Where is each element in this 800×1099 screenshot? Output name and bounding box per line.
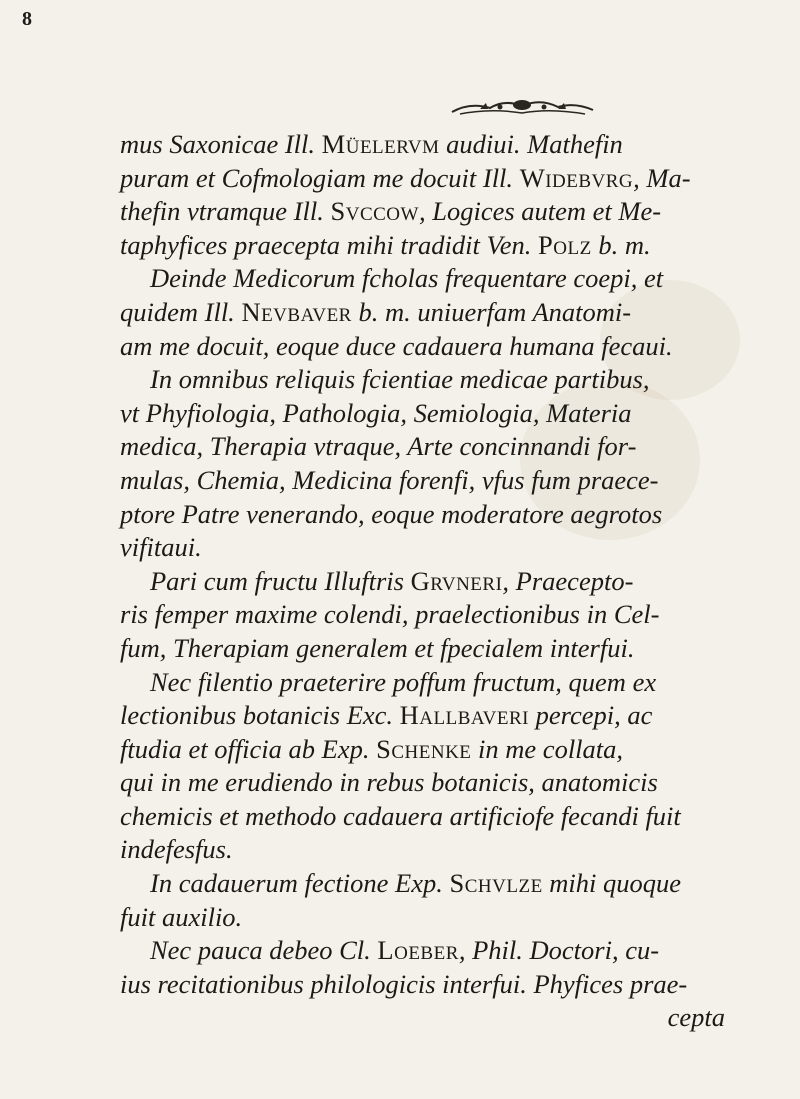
text-span: quidem Ill.	[120, 296, 242, 327]
text-span: b. m. uniuerfam Anatomi-	[351, 296, 632, 327]
text-span: cepta	[667, 1002, 725, 1033]
text-line	[120, 666, 735, 700]
person-name: Grvneri	[410, 565, 503, 596]
text-line	[120, 498, 735, 532]
text-span: , Ma-	[633, 162, 691, 193]
text-span: thefin vtramque Ill.	[120, 196, 331, 227]
text-span: In omnibus reliquis fcientiae medicae partibus,	[150, 364, 650, 395]
text-span: lectionibus botanicis Exc.	[120, 700, 400, 731]
person-name: Schvlze	[449, 868, 543, 899]
text-span: Pari cum fructu Illuftris	[150, 565, 411, 596]
text-line	[120, 598, 735, 632]
person-name: Loeber	[377, 935, 459, 966]
text-span: chemicis et methodo cadauera artificiofe fecandi fuit	[120, 800, 681, 831]
person-name: Widebvrg	[519, 162, 634, 193]
text-line	[120, 128, 735, 162]
text-span: , Praecepto-	[502, 565, 634, 596]
text-span: mihi quoque	[542, 868, 682, 899]
person-name: Hallbaveri	[399, 700, 530, 731]
text-span: ftudia et officia ab Exp.	[120, 733, 377, 764]
text-line	[120, 833, 735, 867]
text-line	[120, 363, 735, 397]
text-span: mus Saxonicae Ill.	[120, 129, 322, 159]
person-name: Nevbaver	[241, 296, 352, 327]
text-line	[120, 565, 735, 599]
text-line	[120, 330, 735, 364]
text-line	[120, 430, 735, 464]
text-span: In cadauerum fectione Exp.	[150, 868, 450, 899]
text-line	[120, 733, 735, 767]
text-span: fuit auxilio.	[120, 901, 243, 932]
text-line	[120, 464, 735, 498]
text-line	[120, 262, 735, 296]
text-span: medica, Therapia vtraque, Arte concinnandi for-	[120, 431, 637, 462]
text-span: vifitaui.	[120, 532, 202, 563]
text-span: taphyfices praecepta mihi tradidit Ven.	[120, 229, 539, 260]
text-line	[120, 1001, 735, 1035]
text-line	[120, 699, 735, 733]
text-line	[120, 632, 735, 666]
text-line	[120, 531, 735, 565]
text-span: percepi, ac	[529, 700, 653, 731]
text-span: , Phil. Doctori, cu-	[458, 935, 660, 966]
text-line	[120, 867, 735, 901]
text-line	[120, 800, 735, 834]
text-line	[120, 162, 735, 196]
person-name: Schenke	[376, 733, 472, 764]
text-span: puram et Cofmologiam me docuit Ill.	[120, 162, 520, 193]
text-line	[120, 397, 735, 431]
text-span: mulas, Chemia, Medicina forenfi, vfus fum praece-	[120, 464, 659, 495]
text-span: in me collata,	[471, 733, 624, 764]
text-span: Deinde Medicorum fcholas frequentare coepi, et	[150, 263, 664, 294]
text-span: indefesfus.	[120, 834, 233, 865]
text-line	[120, 195, 735, 229]
text-span: qui in me erudiendo in rebus botanicis, anatomicis	[120, 767, 658, 798]
text-span: fum, Therapiam generalem et fpecialem interfui.	[120, 632, 635, 663]
text-span: am me docuit, eoque duce cadauera humana fecaui.	[120, 330, 673, 361]
text-line	[120, 296, 735, 330]
text-line	[120, 968, 735, 1002]
text-line	[120, 229, 735, 263]
text-block	[120, 128, 735, 1035]
text-span: Nec pauca debeo Cl.	[150, 935, 378, 966]
text-line	[120, 934, 735, 968]
text-span: b. m.	[591, 229, 651, 260]
text-span: , Logices autem et Me-	[418, 196, 662, 227]
decorative-ornament-icon	[450, 96, 595, 118]
text-line	[120, 766, 735, 800]
person-name: Polz	[538, 229, 592, 260]
text-span: ptore Patre venerando, eoque moderatore aegrotos	[120, 498, 663, 529]
person-name: Müelervm	[321, 129, 440, 159]
page-number: 8	[22, 8, 32, 30]
text-span: ris femper maxime colendi, praelectionibus in Cel-	[120, 599, 660, 630]
text-span: audiui. Mathefin	[439, 129, 623, 159]
text-line	[120, 901, 735, 935]
text-span: vt Phyfiologia, Pathologia, Semiologia, Materia	[120, 397, 632, 428]
person-name: Svccow	[330, 196, 419, 227]
text-span: ius recitationibus philologicis interfui. Phyfices prae-	[120, 968, 688, 999]
text-span: Nec filentio praeterire poffum fructum, quem ex	[150, 666, 657, 697]
